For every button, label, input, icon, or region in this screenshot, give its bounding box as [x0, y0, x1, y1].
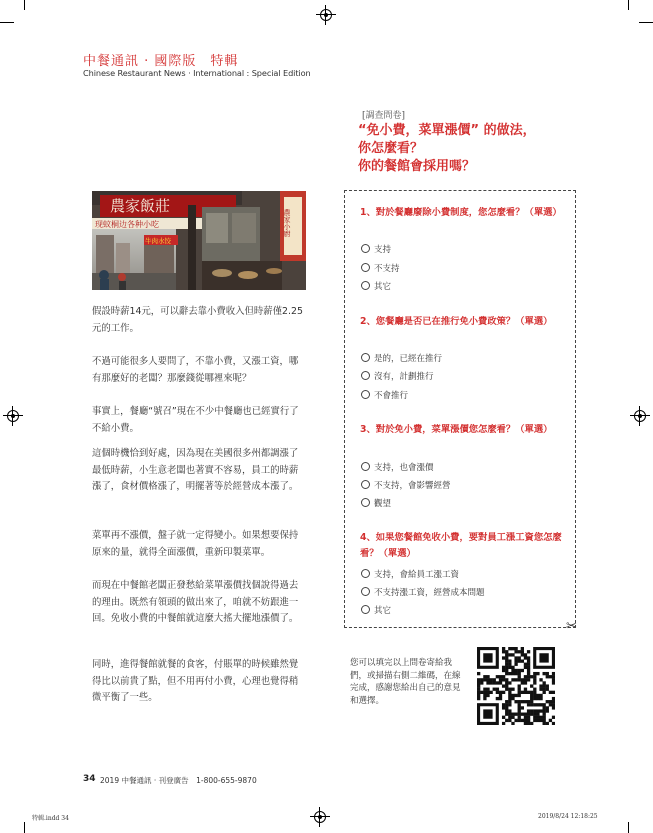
scissors-icon: ✂ [566, 619, 577, 634]
survey-title-line: “免小費，菜單漲價” 的做法， [358, 123, 536, 138]
survey-title-line: 你怎麼看？ [358, 141, 424, 156]
radio-circle-icon[interactable] [361, 569, 370, 578]
survey-question-3: 3、對於免小費，菜單漲價您怎麼看？（單選） [360, 424, 553, 435]
sign-bottom-text: 牛肉水饺 [145, 237, 171, 245]
article-paragraph: 同時，進得餐館就餐的食客，付賬單的時候雖然覺得比以前貴了點，但不用再付小費，心理也覺得稍微平衡了一些。 [92, 659, 299, 704]
registration-mark-right [633, 409, 647, 423]
section-subtitle: Chinese Restaurant News · International : Special Edition [83, 68, 311, 78]
survey-question-1: 1、對於餐廳廢除小費制度，您怎麼看？（單選） [360, 207, 562, 218]
survey-tag: [調查問卷] [362, 111, 406, 121]
crop-mark [628, 0, 629, 10]
crop-mark [24, 0, 25, 10]
restaurant-photo [92, 191, 306, 290]
article-paragraph: 而現在中餐館老闆正發愁給菜單漲價找個說得過去的理由。既然有領頭的做出來了，咱就不妨跟進一回。免收小費的中餐館就這麼大搖大擺地漲價了。 [92, 580, 299, 625]
radio-circle-icon[interactable] [361, 462, 370, 471]
radio-circle-icon[interactable] [361, 353, 370, 362]
survey-option[interactable]: 不支持，會影響經營 [361, 479, 451, 491]
survey-option[interactable]: 支持 [361, 243, 391, 255]
survey-option[interactable]: 其它 [361, 604, 391, 616]
radio-circle-icon[interactable] [361, 244, 370, 253]
print-slug-file: 特輯.indd 34 [32, 815, 69, 822]
survey-title-line: 你的餐館會採用嗎？ [358, 159, 476, 174]
article-paragraph: 事實上，餐廳“號召”現在不少中餐廳也已經實行了不給小費。 [92, 406, 299, 434]
radio-circle-icon[interactable] [361, 587, 370, 596]
print-slug-date: 2019/8/24 12:18:25 [538, 813, 598, 820]
survey-option[interactable]: 其它 [361, 280, 391, 292]
survey-option[interactable]: 支持，也會漲價 [361, 461, 434, 473]
crop-mark [0, 22, 14, 23]
survey-option[interactable]: 不會推行 [361, 389, 408, 401]
sign-sub-text: 现蚊桐边各种小吃 [95, 220, 159, 229]
sign-main-text: 農家飯莊 [110, 197, 171, 215]
radio-circle-icon[interactable] [361, 371, 370, 380]
article-paragraph: 假設時薪14元，可以辭去靠小費收入但時薪僅2.25元的工作。 [92, 306, 303, 334]
registration-mark-top [319, 8, 333, 22]
page-number: 34 [83, 774, 96, 784]
registration-mark-bottom [313, 810, 327, 824]
survey-option[interactable]: 觀望 [361, 497, 391, 509]
footer-text: 2019 中餐通訊 · 刊登廣告 1-800-655-9870 [100, 776, 257, 785]
section-title: 中餐通訊 · 國際版 特輯 [83, 54, 239, 69]
survey-question-2: 2、您餐廳是否已在推行免小費政策？（單選） [360, 316, 553, 327]
survey-option[interactable]: 不支持 [361, 262, 400, 274]
qr-code-icon[interactable] [477, 647, 555, 725]
radio-circle-icon[interactable] [361, 498, 370, 507]
survey-option[interactable]: 是的，已經在推行 [361, 352, 442, 364]
crop-mark [639, 22, 653, 23]
crop-mark [24, 822, 25, 833]
survey-question-4: 4、如果您餐館免收小費，要對員工漲工資您怎麼看？（單選） [360, 532, 562, 559]
survey-option[interactable]: 支持，會給員工漲工資 [361, 568, 459, 580]
radio-circle-icon[interactable] [361, 281, 370, 290]
qr-instructions: 您可以填完以上問卷寄給我們，或掃描右側二維碼，在線完成，感謝您給出自己的意見和選擇。 [350, 658, 461, 706]
sign-right-text: 農家小廚 [283, 209, 291, 237]
survey-box [344, 190, 576, 628]
restaurant-photo-illustration [92, 191, 306, 290]
crop-mark [628, 822, 629, 833]
radio-circle-icon[interactable] [361, 263, 370, 272]
radio-circle-icon[interactable] [361, 390, 370, 399]
survey-option[interactable]: 沒有，計劃推行 [361, 370, 434, 382]
radio-circle-icon[interactable] [361, 605, 370, 614]
survey-option[interactable]: 不支持漲工資，經營成本問題 [361, 586, 485, 598]
registration-mark-left [6, 409, 20, 423]
survey-title [358, 122, 573, 176]
radio-circle-icon[interactable] [361, 480, 370, 489]
article-paragraph: 不過可能很多人要問了，不靠小費，又漲工資，哪有那麼好的老闆？那麼錢從哪裡來呢？ [92, 356, 299, 384]
article-paragraph: 菜單再不漲價，盤子就一定得變小。如果想要保持原來的量，就得全面漲價，重新印製菜單。 [92, 530, 299, 558]
article-paragraph: 這個時機恰到好處，因為現在美國很多州都調漲了最低時薪，小生意老闆也著實不容易，員工的時薪漲了，食材價格漲了，明擺著等於經營成本漲了。 [92, 448, 299, 493]
